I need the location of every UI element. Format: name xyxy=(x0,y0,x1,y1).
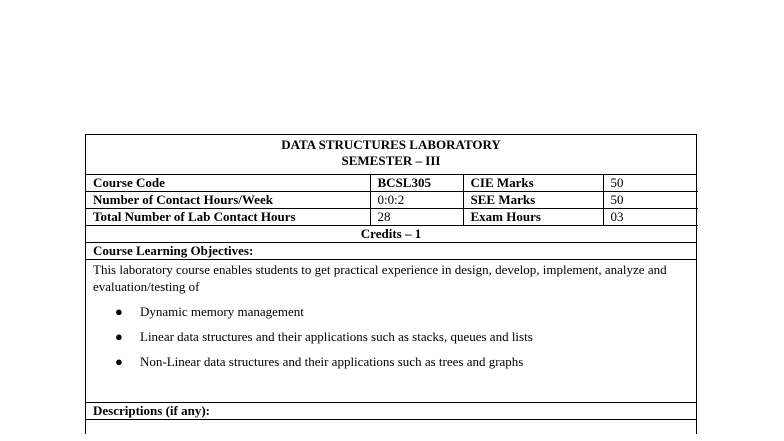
descriptions-body xyxy=(86,420,696,434)
list-item xyxy=(93,328,689,353)
credits-label: Credits – 1 xyxy=(86,226,696,243)
syllabus-document xyxy=(85,134,697,434)
exam-hours-label: Exam Hours xyxy=(463,209,603,226)
descriptions-heading: Descriptions (if any): xyxy=(86,403,696,420)
bullet-icon: ● xyxy=(115,354,123,369)
table-row xyxy=(86,175,698,192)
list-item xyxy=(93,353,689,378)
see-marks-label: SEE Marks xyxy=(463,192,603,209)
objectives-list xyxy=(93,303,689,378)
objective-text: Dynamic memory management xyxy=(140,304,304,319)
objective-text: Non-Linear data structures and their applications such as trees and graphs xyxy=(140,354,524,369)
course-code-value: BCSL305 xyxy=(370,175,463,192)
bullet-icon: ● xyxy=(115,329,123,344)
semester-label: SEMESTER – III xyxy=(341,153,441,168)
bullet-icon: ● xyxy=(115,304,123,319)
objectives-intro: This laboratory course enables students to get practical experience in design, develop, implement, analyze and evaluation/testing of xyxy=(93,262,667,294)
course-title: DATA STRUCTURES LABORATORY xyxy=(281,137,501,152)
objective-text: Linear data structures and their applications such as stacks, queues and lists xyxy=(140,329,533,344)
contact-hours-label: Number of Contact Hours/Week xyxy=(86,192,370,209)
lab-hours-value: 28 xyxy=(370,209,463,226)
cie-marks-value: 50 xyxy=(603,175,698,192)
see-marks-value: 50 xyxy=(603,192,698,209)
lab-hours-label: Total Number of Lab Contact Hours xyxy=(86,209,370,226)
course-info-table xyxy=(86,175,698,226)
course-code-label: Course Code xyxy=(86,175,370,192)
objectives-heading: Course Learning Objectives: xyxy=(86,243,696,260)
objectives-body xyxy=(86,260,696,403)
exam-hours-value: 03 xyxy=(603,209,698,226)
table-row xyxy=(86,192,698,209)
table-row xyxy=(86,209,698,226)
cie-marks-label: CIE Marks xyxy=(463,175,603,192)
list-item xyxy=(93,303,689,328)
contact-hours-value: 0:0:2 xyxy=(370,192,463,209)
course-title-block xyxy=(86,135,696,175)
